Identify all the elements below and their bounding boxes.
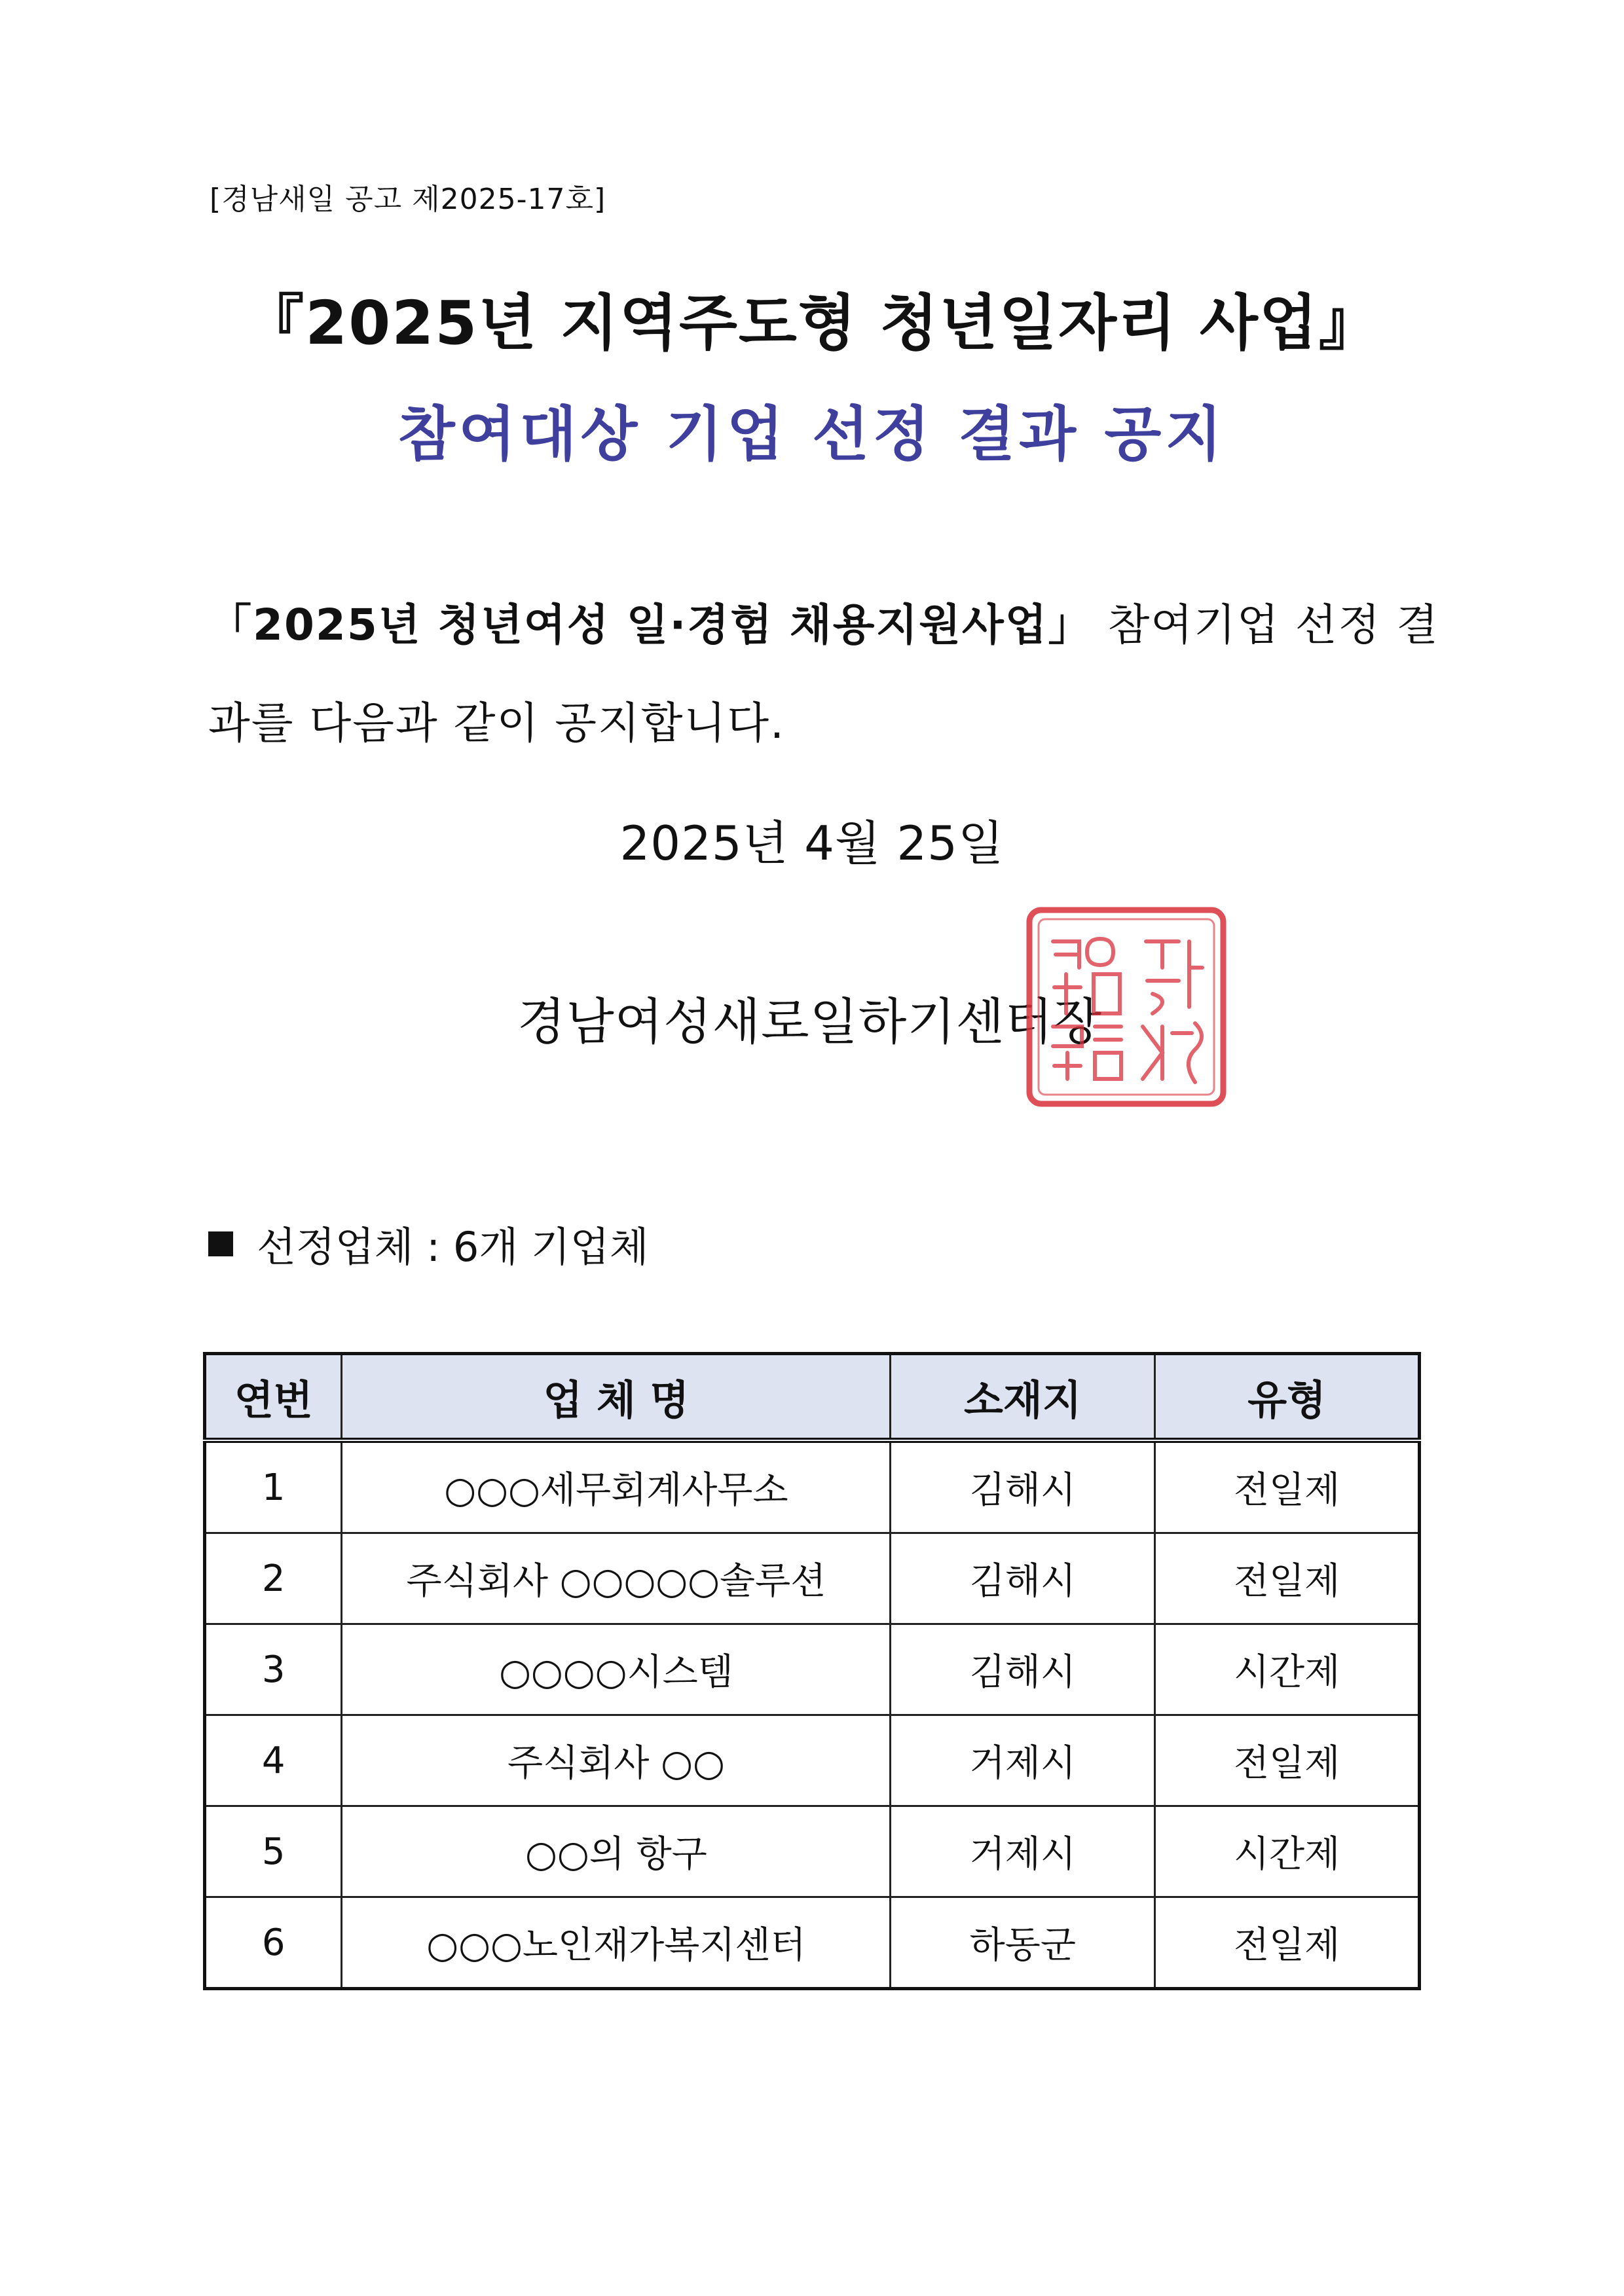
document-title: 『2025년 지역주도형 청년일자리 사업』 [244,288,1380,358]
header-company: 업 체 명 [342,1354,891,1441]
table-header-row [205,1354,1420,1441]
selection-table-container [203,1352,1421,1990]
table-row [205,1715,1420,1806]
header-no: 연번 [205,1354,342,1441]
cell-type: 시간제 [1155,1624,1420,1715]
cell-company: 주식회사 ○○○○○솔루션 [342,1533,891,1624]
document-subtitle: 참여대상 기업 선정 결과 공지 [397,400,1227,469]
cell-no: 6 [205,1897,342,1989]
cell-no: 2 [205,1533,342,1624]
notice-date: 2025년 4월 25일 [619,816,1005,871]
cell-type: 전일제 [1155,1440,1420,1533]
cell-location: 김해시 [891,1533,1155,1624]
cell-no: 5 [205,1806,342,1897]
cell-location: 김해시 [891,1624,1155,1715]
cell-company: ○○○노인재가복지센터 [342,1897,891,1989]
header-type: 유형 [1155,1354,1420,1441]
selected-summary-text: 선정업체 : 6개 기업체 [257,1223,649,1271]
cell-company: 주식회사 ○○ [342,1715,891,1806]
cell-location: 김해시 [891,1440,1155,1533]
body-text: 참여기업 선정 결과를 다음과 같이 공지합니다. [208,600,1440,748]
table-row [205,1624,1420,1715]
table-row [205,1897,1420,1989]
black-square-bullet-icon [208,1231,233,1256]
cell-location: 거제시 [891,1806,1155,1897]
cell-type: 전일제 [1155,1897,1420,1989]
cell-type: 전일제 [1155,1715,1420,1806]
table-row [205,1533,1420,1624]
selection-results-table [203,1352,1421,1990]
cell-type: 전일제 [1155,1533,1420,1624]
signatory: 경남여성새로일하기센터장 [517,993,1102,1051]
cell-company: ○○○○시스템 [342,1624,891,1715]
cell-no: 1 [205,1440,342,1533]
cell-location: 거제시 [891,1715,1155,1806]
cell-no: 4 [205,1715,342,1806]
cell-location: 하동군 [891,1897,1155,1989]
notice-number: [경남새일 공고 제2025-17호] [210,183,606,216]
table-row [205,1440,1420,1533]
official-seal-stamp [1022,902,1231,1112]
cell-type: 시간제 [1155,1806,1420,1897]
selected-summary [208,1214,649,1273]
header-location: 소재지 [891,1354,1155,1441]
table-row [205,1806,1420,1897]
cell-company: ○○의 항구 [342,1806,891,1897]
cell-company: ○○○세무회계사무소 [342,1440,891,1533]
cell-no: 3 [205,1624,342,1715]
program-name: 「2025년 청년여성 일·경험 채용지원사업」 [208,600,1093,650]
body-paragraph [208,576,1439,773]
